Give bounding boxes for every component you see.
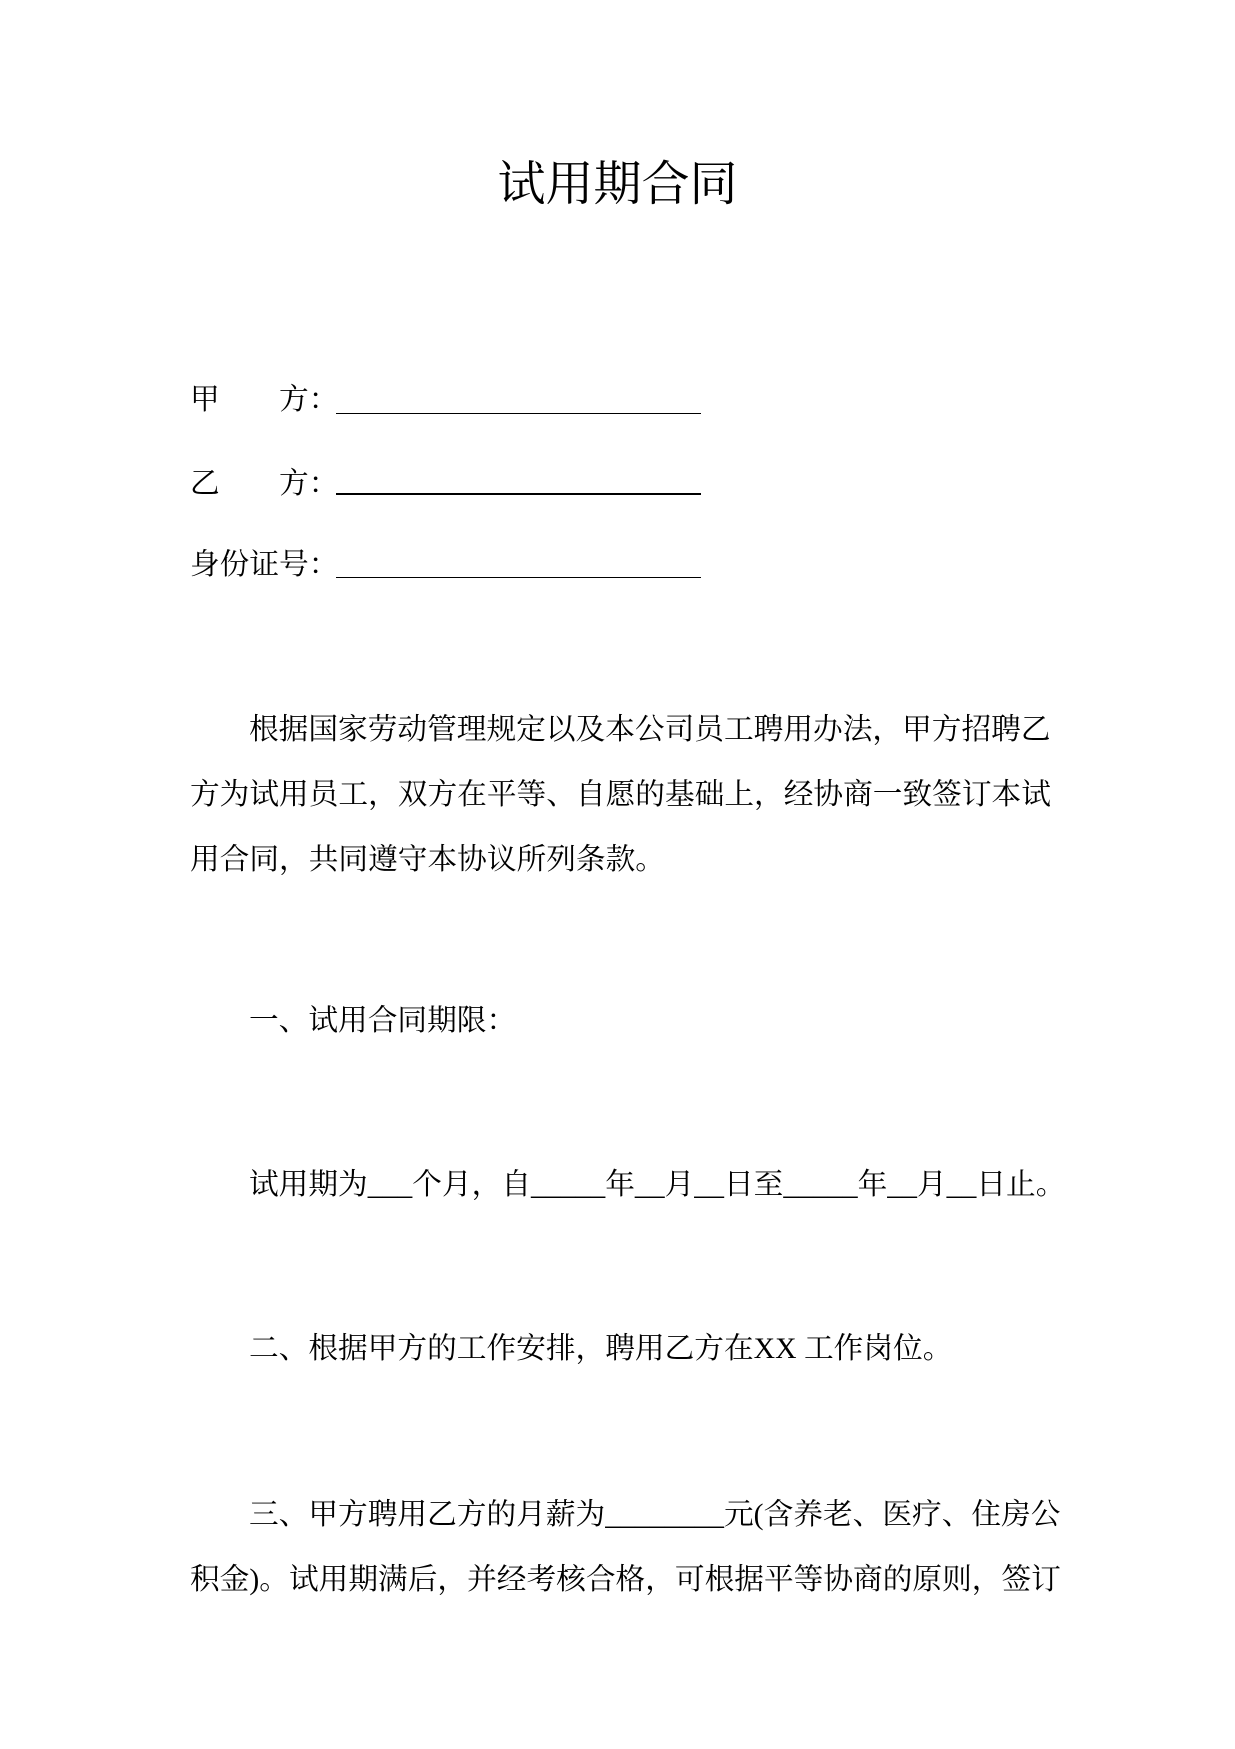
clause-3-line: 积金)。试用期满后，并经考核合格，可根据平等协商的原则，签订 bbox=[190, 1564, 1061, 1596]
party-b-label: 乙 方： bbox=[190, 468, 339, 500]
clause-1-body: 试用期为___个月，自_____年__月__日至_____年__月__日止。 bbox=[249, 1169, 1066, 1201]
preamble-line: 根据国家劳动管理规定以及本公司员工聘用办法，甲方招聘乙 bbox=[249, 714, 1051, 746]
party-a-label: 甲 方： bbox=[190, 384, 339, 416]
id-number-blank bbox=[336, 577, 701, 578]
preamble-line: 方为试用员工，双方在平等、自愿的基础上，经协商一致签订本试 bbox=[190, 779, 1051, 811]
clause-3-line: 三、甲方聘用乙方的月薪为________元(含养老、医疗、住房公 bbox=[249, 1499, 1061, 1531]
preamble-line: 用合同，共同遵守本协议所列条款。 bbox=[190, 844, 665, 876]
clause-1-heading: 一、试用合同期限： bbox=[249, 1005, 517, 1037]
document-title: 试用期合同 bbox=[497, 158, 738, 211]
clause-2: 二、根据甲方的工作安排，聘用乙方在XX 工作岗位。 bbox=[249, 1333, 953, 1365]
party-b-blank bbox=[336, 493, 701, 495]
id-number-label: 身份证号： bbox=[190, 549, 339, 581]
party-a-blank bbox=[336, 413, 701, 414]
